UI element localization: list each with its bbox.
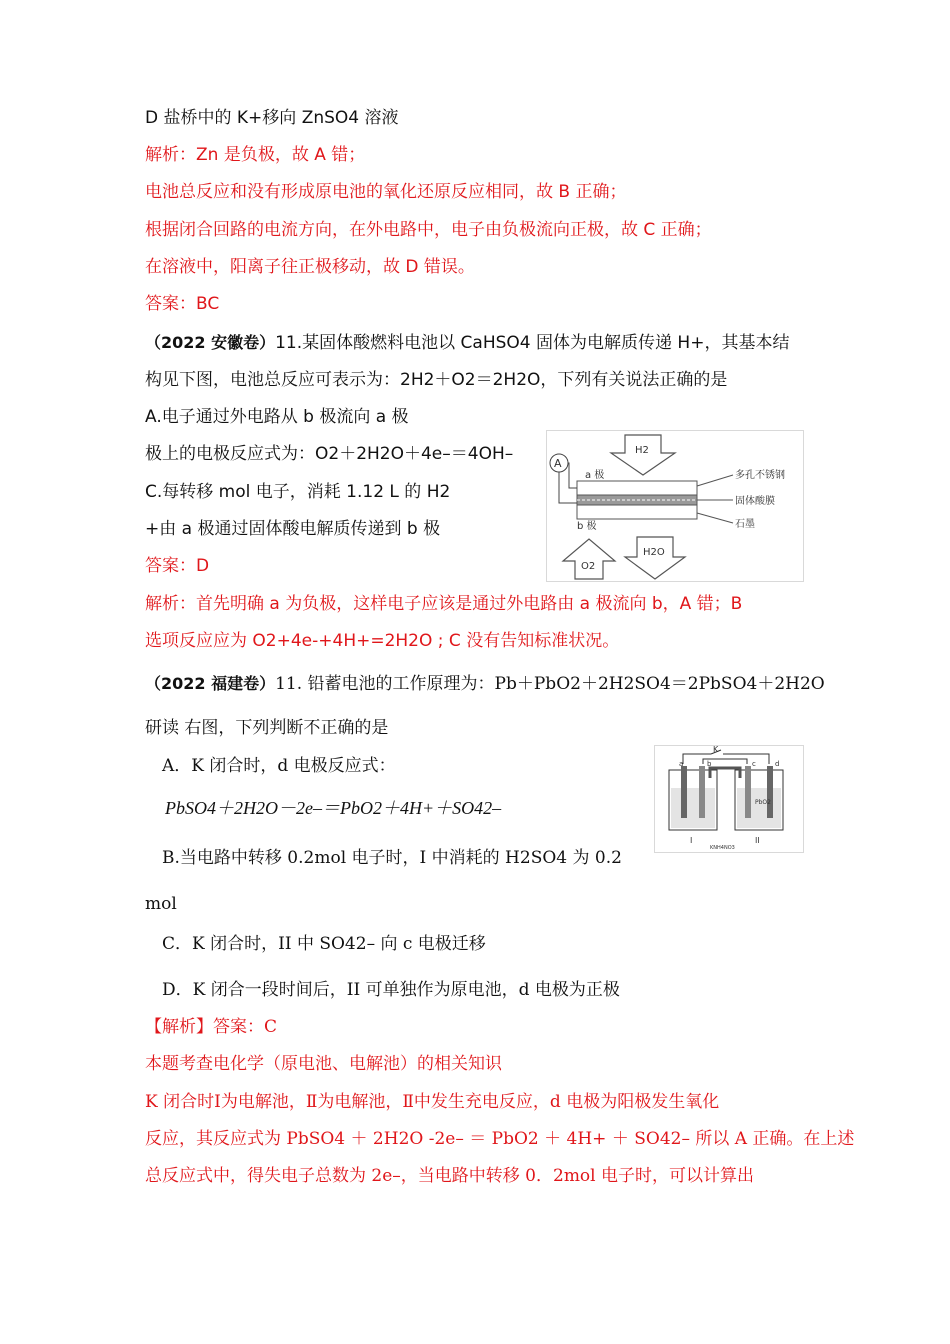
cell-2-label: II (755, 836, 760, 845)
option-d-anhui: +由 a 极通过固体酸电解质传递到 b 极 (145, 519, 441, 539)
source-tag: （2022 安徽卷） (145, 333, 276, 352)
option-a-equation: PbSO4＋2H2O－2e–＝PbO2＋4H+＋SO42– (165, 798, 502, 818)
legend-graphite: 石墨 (735, 519, 755, 530)
analysis-anhui-1: 解析：首先明确 a 为负极，这样电子应该是通过外电路由 a 极流向 b，A 错；B (145, 594, 743, 614)
electrode-b-label: b (707, 760, 712, 768)
analysis-fujian-1: 本题考查电化学（原电池、电解池）的相关知识 (145, 1054, 502, 1074)
electrode-d-label: d (775, 760, 780, 768)
analysis-line-1: 解析：Zn 是负极，故 A 错； (145, 145, 366, 165)
analysis-fujian-3: 反应，其反应式为 PbSO4 ＋ 2H2O -2e– ＝ PbO2 ＋ 4H+ ＋ SO42– 所以 A 正确。在上述 (145, 1129, 855, 1149)
o2-label: O2 (581, 561, 596, 572)
h2o-label: H2O (643, 547, 665, 558)
pbo2-label: PbO2 (755, 799, 771, 806)
lead-battery-figure (654, 745, 804, 853)
option-b: 极上的电极反应式为：O2＋2H2O＋4e–＝4OH– (145, 444, 514, 464)
a-electrode-label: a 极 (585, 470, 605, 481)
question-anhui-stem (145, 331, 789, 355)
option-b-fujian: B.当电路中转移 0.2mol 电子时，I 中消耗的 H2SO4 为 0.2 (162, 848, 622, 868)
answer-anhui: 答案：D (145, 556, 210, 576)
question-anhui-stem-2: 构见下图，电池总反应可表示为：2H2＋O2＝2H2O，下列有关说法正确的是 (145, 370, 728, 390)
switch-k-label: K (713, 746, 719, 754)
h2-label: H2 (635, 445, 649, 456)
legend-membrane: 固体酸膜 (735, 496, 775, 507)
option-b-fujian-2: mol (145, 894, 177, 914)
ammeter-icon: A (554, 457, 562, 470)
option-a-fujian: A．K 闭合时，d 电极反应式： (162, 756, 396, 776)
option-a: A.电子通过外电路从 b 极流向 a 极 (145, 407, 409, 427)
question-fujian-stem (145, 672, 825, 696)
option-c: C.每转移 mol 电子，消耗 1.12 L 的 H2 (145, 482, 451, 502)
analysis-fujian-2: K 闭合时Ⅰ为电解池，Ⅱ为电解池，Ⅱ中发生充电反应，d 电极为阳极发生氧化 (145, 1092, 720, 1112)
analysis-line-3: 根据闭合回路的电流方向，在外电路中，电子由负极流向正极，故 C 正确； (145, 220, 712, 240)
option-d: D 盐桥中的 K+移向 ZnSO4 溶液 (145, 108, 399, 128)
legend-steel: 多孔不锈钢 (735, 470, 785, 481)
analysis-line-2: 电池总反应和没有形成原电池的氧化还原反应相同，故 B 正确； (145, 182, 627, 202)
b-electrode-label: b 极 (577, 521, 597, 532)
bridge-label: KNH4NO3 (710, 845, 735, 851)
electrode-a-label: a (679, 760, 684, 768)
question-fujian-stem-2: 研读 右图，下列判断不正确的是 (145, 718, 389, 738)
option-c-fujian: C．K 闭合时，II 中 SO42– 向 c 电极迁移 (162, 934, 486, 954)
stem-text-fujian: 11. 铅蓄电池的工作原理为：Pb＋PbO2＋2H2SO4＝2PbSO4＋2H2O (275, 674, 825, 694)
stem-text: 11.某固体酸燃料电池以 CaHSO4 固体为电解质传递 H+，其基本结 (275, 333, 790, 353)
fuel-cell-figure (546, 430, 804, 582)
analysis-line-4: 在溶液中，阳离子往正极移动，故 D 错误。 (145, 257, 475, 277)
electrode-c-label: c (752, 760, 756, 768)
analysis-anhui-2: 选项反应应为 O2+4e-+4H+=2H2O ; C 没有告知标准状况。 (145, 631, 620, 651)
analysis-fujian-4: 总反应式中，得失电子总数为 2e–，当电路中转移 0．2mol 电子时，可以计算出 (145, 1166, 755, 1186)
option-d-fujian: D．K 闭合一段时间后，II 可单独作为原电池，d 电极为正极 (162, 980, 620, 1000)
answer: 答案：BC (145, 294, 220, 314)
source-tag-fujian: （2022 福建卷） (145, 674, 276, 693)
cell-1-label: I (690, 836, 693, 845)
analysis-fujian-head: 【解析】答案：C (145, 1017, 278, 1037)
